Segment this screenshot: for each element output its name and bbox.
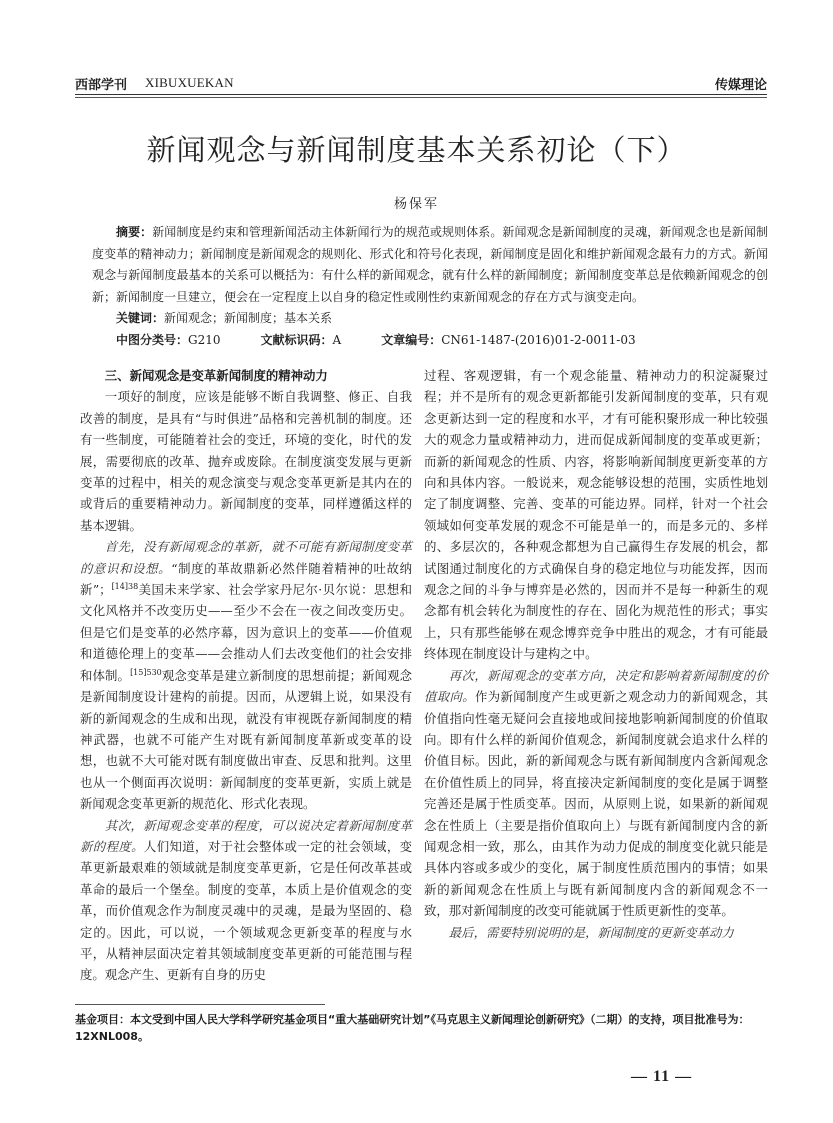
section-name: 传媒理论 bbox=[714, 78, 767, 93]
header-rule-thin bbox=[75, 97, 767, 98]
abstract-label: 摘要： bbox=[116, 225, 153, 239]
body-text: 美国未来学家、社会学家丹尼尔·贝尔说：思想和文化风格并不改变历史——至少不会在一夜之间改变历史。但是它们是变革的必然序幕，因为意识上的变革——价值观和道德伦理上的变革——会推动人们去改变他们的社会安排和体制。 bbox=[80, 582, 412, 683]
running-header bbox=[75, 72, 767, 94]
paragraph-lead: 其次，新闻观念变革的程度，可以说决定着新闻制度革新的程度。 bbox=[80, 817, 412, 854]
citation: [14]38 bbox=[111, 581, 139, 591]
article-author: 杨保军 bbox=[393, 197, 439, 212]
journal-name-en: XIBUXUEKAN bbox=[145, 75, 234, 90]
body-text: 作为新闻制度产生或更新之观念动力的新闻观念，其价值指向性毫无疑问会直接地或间接地影响新闻制度的价值取向。即有什么样的新闻价值观念，新闻制度就会追求什么样的价值目标。因此，新的新闻观念与既有新闻制度内含新闻观念在价值性质上的同异，将直接决定新闻制度的变化是属于调整完善还是属于性质变革。因而，从原则上说，如果新的新闻观念在性质上（主要是指价值取向上）与既有新闻制度内含的新闻观念相一致，那么，由其作为动力促成的制度变化就只能是具体内容或多或少的变化，属于制度性质范围内的事情；如果新的新闻观念在性质上与既有新闻制度内含的新闻观念不一致，那对新闻制度的改变可能就属于性质更新性的变革。 bbox=[424, 689, 769, 919]
body-column-right bbox=[424, 365, 768, 943]
header-rule bbox=[75, 94, 767, 95]
front-matter bbox=[92, 222, 768, 351]
section-heading: 三、新闻观念是变革新闻制度的精神动力 bbox=[104, 368, 328, 383]
quote-text: “制度的革故鼎新必然伴随着精神的吐故纳新”； bbox=[80, 560, 412, 598]
body-paragraph bbox=[80, 815, 412, 986]
document-code bbox=[261, 330, 342, 352]
doc-code-label: 文献标识码： bbox=[260, 332, 333, 347]
body-text: 观念变革是建立新制度的思想前提；新闻观念是新闻制度设计建构的前提。因而，从逻辑上说，如果没有新的新闻观念的生成和出现，就没有审视既存新闻制度的精神武器，也就不可能产生对既有新闻制度革新或变革的设想，也就不大可能对既有制度做出审查、反思和批判。这里也从一个侧面再次说明：新闻制度的变革更新，实质上就是新闻观念变革更新的规范化、形式化表现。 bbox=[80, 667, 413, 812]
body-columns bbox=[80, 365, 768, 986]
article-flow bbox=[0, 130, 833, 1117]
footnote-area bbox=[75, 1004, 775, 1045]
paragraph-lead: 首先，没有新闻观念的革新，就不可能有新闻制度变革的意识和设想。 bbox=[80, 539, 412, 576]
body-text: 人们知道，对于社会整体或一定的社会领域，变革更新最艰难的领域就是制度变革更新，它是任何改革甚或革命的最后一个堡垒。制度的变革，本质上是价值观念的变革，而价值观念作为制度灵魂中的灵魂，是最为坚固的、稳定的。因此，可以说，一个领域观念更新变革的程度与水平，从精神层面决定着其领域制度变革更新的可能范围与程度。观念产生、更新有自身的历史 bbox=[80, 838, 412, 983]
abstract-text: 新闻制度是约束和管理新闻活动主体新闻行为的规范或规则体系。新闻观念是新闻制度的灵魂，新闻观念也是新闻制度变革的精神动力；新闻制度是新闻观念的规则化、形式化和符号化表现，新闻制度是固化和维护新闻观念最有力的方式。新闻观念与新闻制度最基本的关系可以概括为：有什么样的新闻观念，就有什么样的新闻制度；新闻制度变革总是依赖新闻观念的创新；新闻制度一旦建立，便会在一定程度上以自身的稳定性或刚性约束新闻观念的存在方式与演变走向。 bbox=[92, 225, 768, 304]
article-no-value: CN61-1487-(2016)01-2-0011-03 bbox=[441, 332, 636, 347]
citation: [15]530 bbox=[130, 667, 162, 677]
paragraph-lead: 最后，需要特别说明的是，新闻制度的更新变革动力 bbox=[448, 924, 734, 940]
funding-footnote bbox=[75, 1011, 775, 1045]
article-no-label: 文章编号： bbox=[381, 332, 442, 347]
paragraph-lead: 再次，新闻观念的变革方向，决定和影响着新闻制度的价值取向。 bbox=[424, 667, 768, 705]
keywords-text: 新闻观念；新闻制度；基本关系 bbox=[164, 311, 333, 325]
body-paragraph: 一项好的制度，应该是能够不断自我调整、修正、自我改善的制度，是具有“与时俱进”品格和完善机制的制度。还有一些制度，可能随着社会的变迁，环境的变化，时代的发展，需要彻底的改革、抛弃或废除。在制度演变发展与更新变革的过程中，相关的观念演变与观念变革更新是其内在的或背后的重要精神动力。新闻制度的变革，同样遵循这样的基本逻辑。 bbox=[80, 389, 412, 533]
clc-number bbox=[116, 330, 221, 352]
body-paragraph-continued: 过程、客观逻辑，有一个观念能量、精神动力的积淀凝聚过程；并不是所有的观念更新都能引发新闻制度的变革，只有观念更新达到一定的程度和水平，才有可能积聚形成一种比较强大的观念力量或精神动力，进而促成新闻制度的变革或更新；而新的新闻观念的性质、内容，将影响新闻制度更新变革的方向和具体内容。一般说来，观念能够设想的范围，实质性地划定了制度调整、完善、变革的可能边界。同样，针对一个社会领域如何变革发展的观念不可能是单一的，而是多元的、多样的、多层次的，各种观念都想为自己赢得生存发展的机会，都试图通过制度化的方式确保自身的稳定地位与功能发挥，因而观念之间的斗争与博弈是必然的，因而并不是每一种新生的观念都有机会转化为制度性的存在、固化为规范性的形式；事实上，只有那些能够在观念博弈竞争中胜出的观念，才有可能最终体现在制度设计与建构之中。 bbox=[424, 368, 768, 662]
article-number bbox=[381, 330, 635, 352]
doc-code-value: A bbox=[332, 332, 342, 347]
body-paragraph bbox=[80, 536, 412, 814]
clc-value: G210 bbox=[188, 332, 221, 347]
keywords-label: 关键词： bbox=[116, 311, 165, 325]
abstract bbox=[92, 222, 768, 308]
article-title: 新闻观念与新闻制度基本关系初论（下） bbox=[146, 133, 687, 167]
body-paragraph bbox=[424, 665, 768, 922]
footnote-label: 基金项目： bbox=[75, 1012, 130, 1026]
footnote-rule bbox=[75, 1004, 325, 1005]
footnote-text: 本文受到中国人民大学科学研究基金项目“重大基础研究计划”《马克思主义新闻理论创新研究》（二期）的支持，项目批准号为：12XNL008。 bbox=[75, 1012, 750, 1043]
clc-label: 中图分类号： bbox=[116, 332, 189, 347]
body-paragraph bbox=[424, 922, 768, 943]
keywords bbox=[92, 308, 768, 330]
classification-row bbox=[92, 330, 768, 352]
journal-name-cn: 西部学刊 bbox=[75, 78, 128, 93]
page-number: — 11 — bbox=[631, 1067, 693, 1085]
body-column-left bbox=[80, 365, 412, 986]
